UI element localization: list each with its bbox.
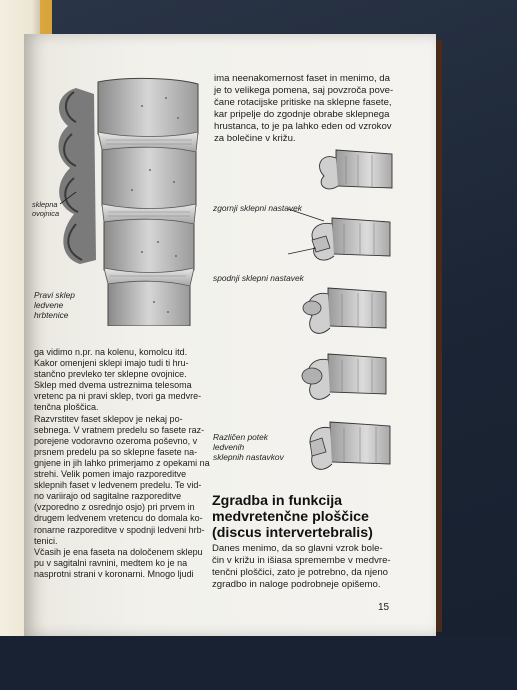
vertebra-5 bbox=[310, 422, 390, 469]
text-line: vretenc pa ni pravi sklep, tvori ga medvre- bbox=[34, 391, 202, 402]
text-line: kar pripelje do zgodnje obrabe sklepnega bbox=[214, 108, 390, 120]
label-sklepna-ovojnica: sklepna ovojnica bbox=[32, 200, 60, 218]
right-column-text bbox=[214, 73, 410, 144]
text-line: gnjene in jih lahko primerjamo z opekami na bbox=[34, 457, 210, 468]
text-line: stančno prevleko ter sklepne ovojnice. bbox=[34, 369, 187, 380]
text-line: ga vidimo n.pr. na kolenu, komolcu itd. bbox=[34, 347, 188, 357]
text-line: čin v križu in išiasa spremembe v medvre- bbox=[212, 554, 391, 566]
text-line: prsnem predelu pa so sklepne fasete na- bbox=[34, 446, 198, 457]
text-line: sklepnih faset v ledvenem predelu. Te vid- bbox=[34, 480, 202, 491]
text-line: je to velikega pomena, saj povzroča pove- bbox=[214, 84, 394, 96]
text-line: tenčni ploščici, zato je potrebno, da njeno bbox=[212, 566, 388, 578]
text-line: (vzporedno z osrednjo osjo) pri prvem in bbox=[34, 502, 195, 513]
text-line: sebnega. V vratnem predelu so fasete raz- bbox=[34, 424, 205, 435]
label-zgornji-sklepni-nastavek: zgornji sklepni nastavek bbox=[213, 203, 302, 213]
text-line: zgradbo in naloge podrobneje opišemo. bbox=[212, 578, 381, 590]
book-page bbox=[24, 34, 436, 636]
vertebra-3 bbox=[303, 288, 386, 333]
vertebra-2 bbox=[312, 218, 390, 260]
text-line: tenčna ploščica. bbox=[34, 402, 99, 413]
text-line: Kakor omenjeni sklepi imajo tudi ti hru- bbox=[34, 358, 189, 369]
text-line: nasprotni strani v koronarni. Mnogo ljudi bbox=[34, 568, 194, 579]
text-line: za bolečine v križu. bbox=[214, 132, 296, 144]
text-line: no variirajo od sagitalne razporeditve bbox=[34, 491, 182, 502]
text-line: strehi. Velik pomen imajo razporeditve bbox=[34, 469, 187, 480]
text-line: Razvrstitev faset sklepov je nekaj po- bbox=[34, 413, 183, 424]
text-line: ima neenakomernost faset in menimo, da bbox=[214, 73, 390, 84]
text-line: pu v sagitalni ravnini, medtem ko je na bbox=[34, 557, 188, 568]
text-line: Sklep med dvema ustreznima telesoma bbox=[34, 380, 192, 391]
vertebrae-illustration bbox=[286, 144, 398, 484]
section-heading: Zgradba in funkcija medvretenčne ploščice (discus intervertebralis) bbox=[212, 493, 373, 541]
text-line: porejene vodoravno ozeroma poševno, v bbox=[34, 435, 198, 446]
text-line: drugem ledvenem vretencu do domala ko- bbox=[34, 513, 203, 524]
vertebra-1 bbox=[320, 150, 392, 189]
figure-caption-main: Pravi sklep ledvene hrbtenice bbox=[34, 290, 75, 320]
left-column-text bbox=[34, 347, 210, 580]
text-line: ronarne razporeditve v spodnji ledveni hrb- bbox=[34, 524, 205, 535]
lumbar-spine-illustration bbox=[46, 74, 214, 326]
table-surface bbox=[0, 636, 517, 690]
text-line: čane rotacijske pritiske na sklepne fasete, bbox=[214, 96, 392, 108]
figure-caption-right: Različen potek ledvenih sklepnih nastavkov bbox=[213, 432, 284, 462]
text-line: Včasih je ena faseta na določenem sklepu bbox=[34, 546, 203, 557]
text-line: tenici. bbox=[34, 535, 58, 546]
section-body-text bbox=[212, 543, 412, 591]
page-number: 15 bbox=[378, 602, 390, 613]
label-spodnji-sklepni-nastavek: spodnji sklepni nastavek bbox=[213, 273, 304, 283]
text-line: hrustanca, to je pa lahko eden od vzrokov bbox=[214, 120, 392, 132]
vertebra-4 bbox=[302, 354, 386, 399]
text-line: Danes menimo, da so glavni vzrok bole- bbox=[212, 543, 383, 554]
